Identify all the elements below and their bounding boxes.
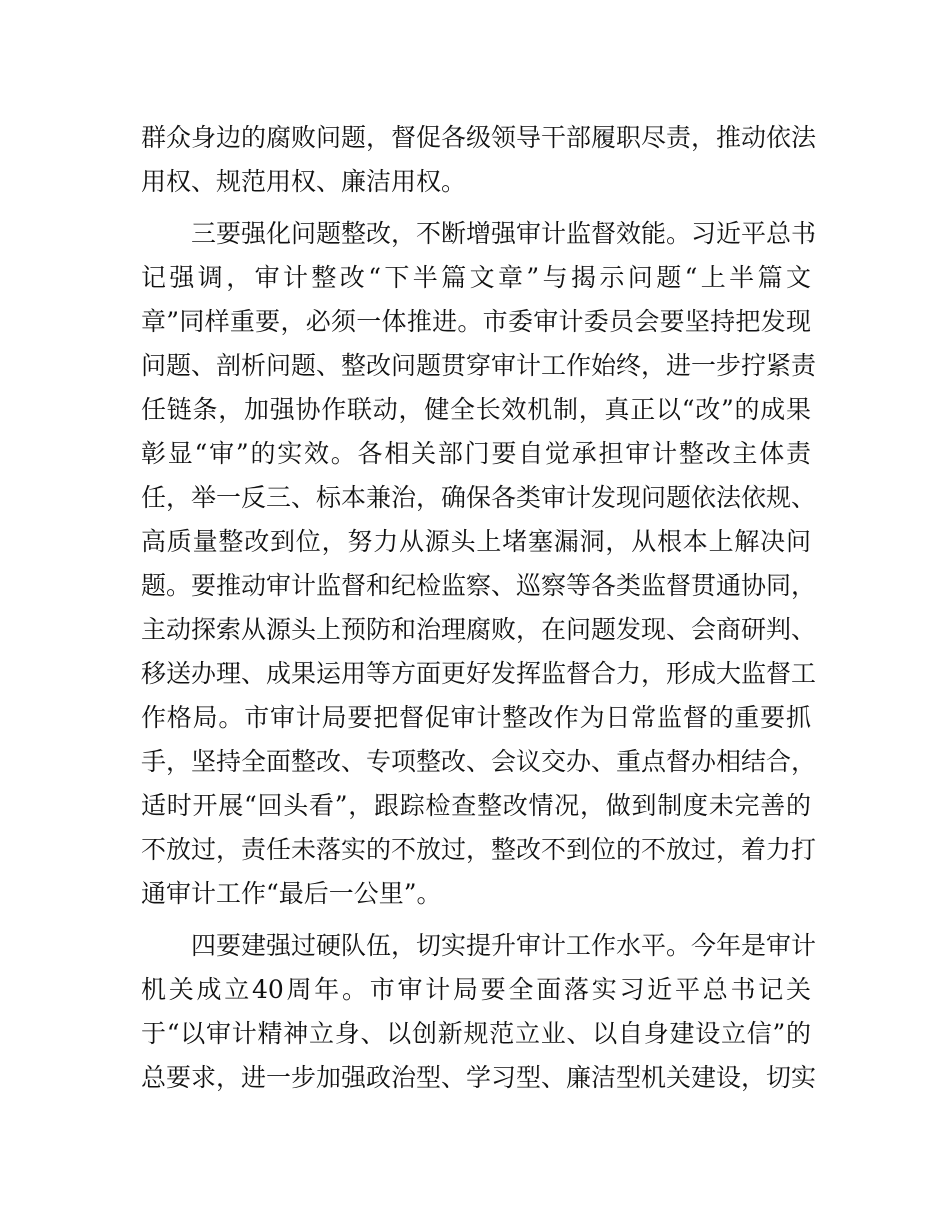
paragraph-line: 作格局。市审计局要把督促审计整改作为日常监督的重要抓 [141,703,811,732]
paragraph-line: 记强调，审计整改“下半篇文章”与揭示问题“上半篇文 [141,263,811,292]
paragraph-line: 机关成立40周年。市审计局要全面落实习近平总书记关 [141,975,811,1004]
paragraph-line: 主动探索从源头上预防和治理腐败，在问题发现、会商研判、 [141,615,817,644]
paragraph-line: 于“以审计精神立身、以创新规范立业、以自身建设立信”的 [141,1019,811,1048]
paragraph-line: 彰显“审”的实效。各相关部门要自觉承担审计整改主体责 [141,439,811,468]
paragraph-line: 不放过，责任未落实的不放过，整改不到位的不放过，着力打 [141,835,817,864]
body-text [141,116,817,1100]
paragraph-line: 问题、剖析问题、整改问题贯穿审计工作始终，进一步拧紧责 [141,351,817,380]
paragraph-line: 四要建强过硬队伍，切实提升审计工作水平。今年是审计 [191,931,817,960]
paragraph-line: 适时开展“回头看”，跟踪检查整改情况，做到制度未完善的 [141,791,811,820]
paragraph-line: 群众身边的腐败问题，督促各级领导干部履职尽责，推动依法 [141,123,817,152]
paragraph-line: 三要强化问题整改，不断增强审计监督效能。习近平总书 [191,219,817,248]
paragraph-line: 题。要推动审计监督和纪检监察、巡察等各类监督贯通协同， [141,571,817,600]
paragraph-line: 移送办理、成果运用等方面更好发挥监督合力，形成大监督工 [141,659,817,688]
paragraph-line: 章”同样重要，必须一体推进。市委审计委员会要坚持把发现 [141,307,811,336]
paragraph-line: 通审计工作“最后一公里”。 [141,879,442,908]
paragraph-line: 任，举一反三、标本兼治，确保各类审计发现问题依法依规、 [141,483,817,512]
paragraph-line: 手，坚持全面整改、专项整改、会议交办、重点督办相结合， [141,747,817,776]
paragraph-line: 任链条，加强协作联动，健全长效机制，真正以“改”的成果 [141,395,811,424]
paragraph-line: 用权、规范用权、廉洁用权。 [141,167,467,196]
paragraph-line: 总要求，进一步加强政治型、学习型、廉洁型机关建设，切实 [141,1063,817,1092]
paragraph-line: 高质量整改到位，努力从源头上堵塞漏洞，从根本上解决问 [141,527,811,556]
